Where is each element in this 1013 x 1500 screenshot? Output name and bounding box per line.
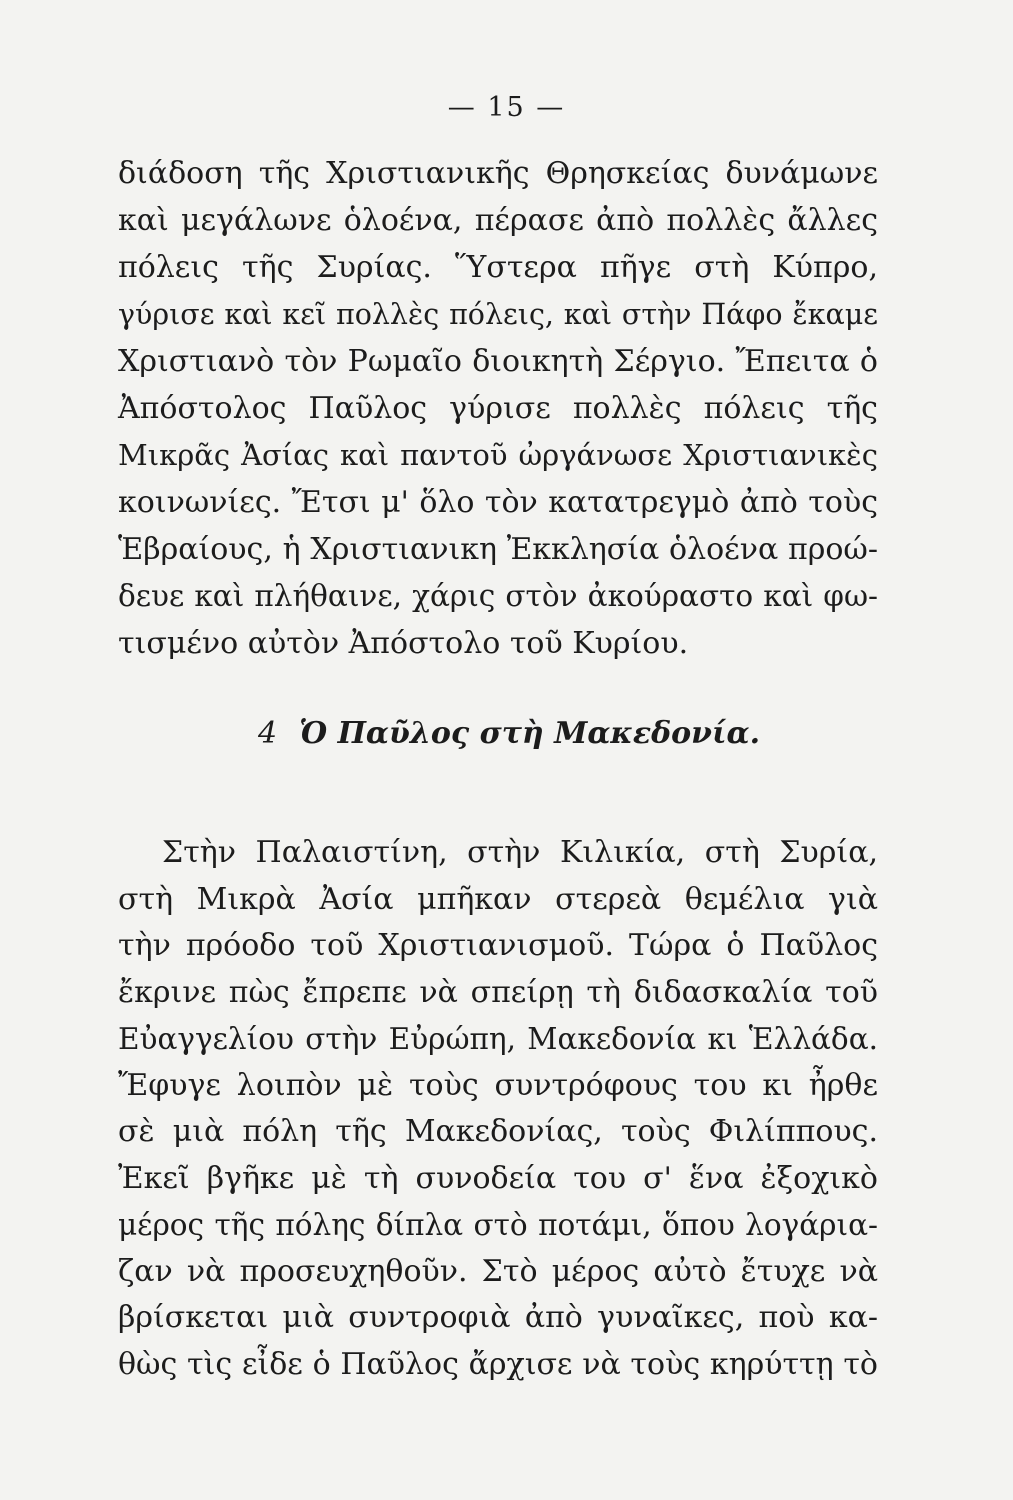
text-line: θὼς τὶς εἶδε ὁ Παῦλος ἄρχισε νὰ τοὺς κηρύττῃ τὸ — [118, 1346, 878, 1382]
section-number: 4 — [258, 716, 278, 751]
section-heading — [258, 716, 760, 751]
page-number: — 15 — — [447, 92, 566, 123]
text-line: πόλεις τῆς Συρίας. Ὕστερα πῆγε στὴ Κύπρο, — [118, 250, 878, 285]
text-line: σὲ μιὰ πόλη τῆς Μακεδονίας, τοὺς Φιλίππους. — [118, 1114, 878, 1149]
text-line: κοινωνίες. Ἔτσι μ' ὅλο τὸν κατατρεγμὸ ἀπὸ τοὺς — [118, 485, 878, 520]
text-line: Στὴν Παλαιστίνη, στὴν Κιλικία, στὴ Συρία, — [162, 835, 878, 870]
text-line: τὴν πρόοδο τοῦ Χριστιανισμοῦ. Τώρα ὁ Παῦλος — [118, 928, 878, 963]
text-line: στὴ Μικρὰ Ἀσία μπῆκαν στερεὰ θεμέλια γιὰ — [118, 881, 878, 917]
text-line: Χριστιανὸ τὸν Ρωμαῖο διοικητὴ Σέργιο. Ἔπειτα ὁ — [118, 344, 878, 379]
text-line: βρίσκεται μιὰ συντροφιὰ ἀπὸ γυναῖκες, ποὺ κα- — [118, 1300, 878, 1335]
paragraph-1 — [118, 150, 878, 667]
text-line: τισμένο αὐτὸν Ἀπόστολο τοῦ Κυρίου. — [118, 626, 689, 661]
section-title: Ὁ Παῦλος στὴ Μακεδονία. — [299, 716, 761, 751]
text-line: διάδοση τῆς Χριστιανικῆς Θρησκείας δυνάμωνε — [118, 156, 878, 191]
text-line: Ἐκεῖ βγῆκε μὲ τὴ συνοδεία του σ' ἕνα ἐξοχικὸ — [118, 1160, 878, 1196]
text-line: καὶ μεγάλωνε ὁλοένα, πέρασε ἀπὸ πολλὲς ἄλλες — [118, 203, 878, 238]
text-line: ζαν νὰ προσευχηθοῦν. Στὸ μέρος αὐτὸ ἔτυχε νὰ — [118, 1253, 878, 1289]
text-line: γύρισε καὶ κεῖ πολλὲς πόλεις, καὶ στὴν Πάφο ἔκαμε — [118, 298, 878, 331]
text-line: Ἔφυγε λοιπὸν μὲ τοὺς συντρόφους του κι ἦρθε — [118, 1067, 878, 1103]
text-line: δευε καὶ πλήθαινε, χάρις στὸν ἀκούραστο καὶ φω- — [118, 579, 878, 613]
text-line: Ἑβραίους, ἡ Χριστιανικη Ἐκκλησία ὁλοένα προώ- — [118, 532, 878, 567]
text-line: Ἀπόστολος Παῦλος γύρισε πολλὲς πόλεις τῆς — [118, 391, 878, 426]
paragraph-2 — [118, 830, 878, 1388]
text-line: μέρος τῆς πόλης δίπλα στὸ ποτάμι, ὅπου λογάρια- — [118, 1208, 878, 1242]
text-line: Μικρᾶς Ἀσίας καὶ παντοῦ ὠργάνωσε Χριστιανικὲς — [118, 438, 878, 472]
text-line: Εὐαγγελίου στὴν Εὐρώπη, Μακεδονία κι Ἑλλάδα. — [118, 1022, 878, 1056]
text-line: ἔκρινε πὼς ἔπρεπε νὰ σπείρῃ τὴ διδασκαλία τοῦ — [118, 974, 878, 1010]
